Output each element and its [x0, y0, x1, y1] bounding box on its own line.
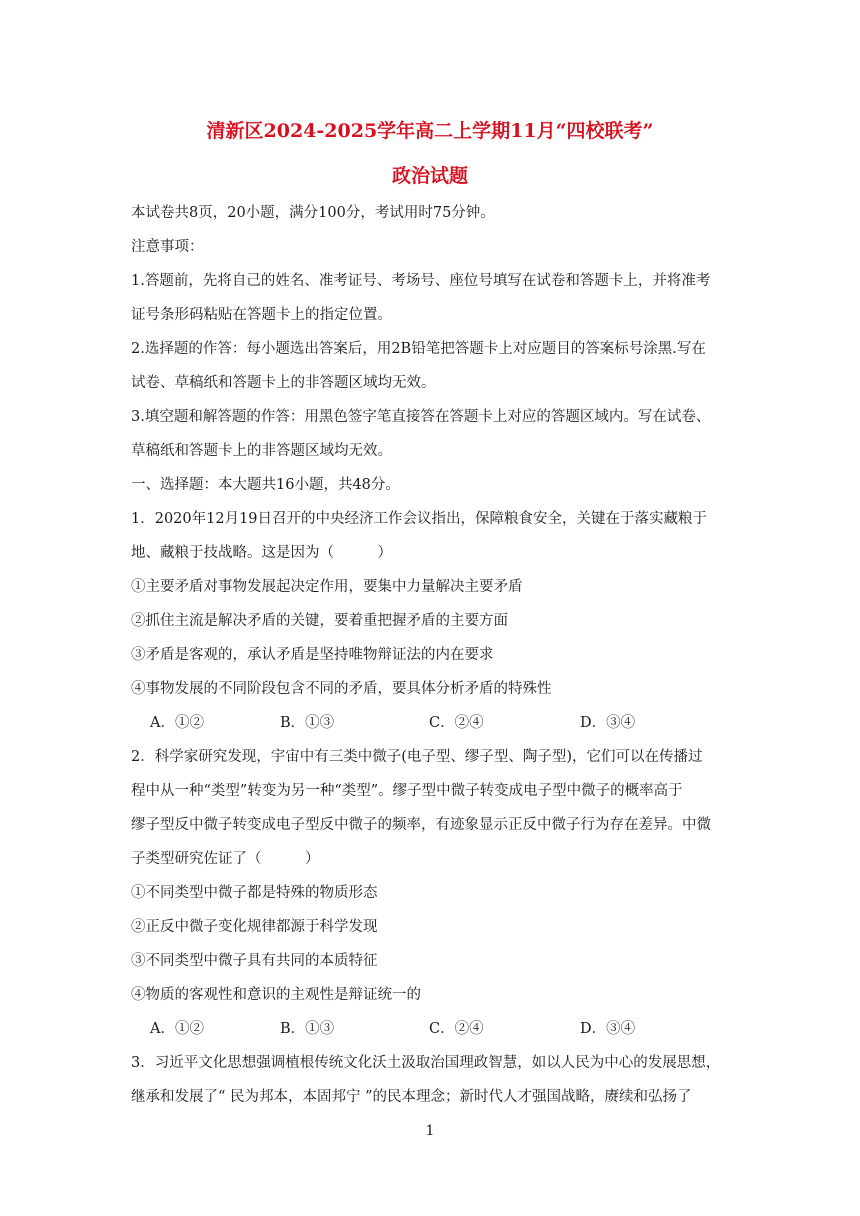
notice-line: 草稿纸和答题卡上的非答题区域均无效。	[131, 443, 392, 459]
option-a: A．①②	[150, 1021, 204, 1037]
notice-line: 2.选择题的作答：每小题选出答案后，用2B铅笔把答题卡上对应题目的答案标号涂黑.写在	[131, 341, 706, 357]
notice-line: 证号条形码粘贴在答题卡上的指定位置。	[131, 307, 392, 323]
exam-body	[131, 196, 731, 1114]
option-d: D．③④	[580, 1021, 636, 1037]
option-b: B．①③	[280, 715, 335, 731]
notice-line: 试卷、草稿纸和答题卡上的非答题区域均无效。	[131, 375, 436, 391]
question-2-item: ③不同类型中微子具有共同的本质特征	[131, 953, 378, 969]
option-c: C．②④	[429, 715, 484, 731]
option-b: B．①③	[280, 1021, 335, 1037]
question-1-item: ①主要矛盾对事物发展起决定作用，要集中力量解决主要矛盾	[131, 579, 523, 595]
question-1-item: ②抓住主流是解决矛盾的关键，要着重把握矛盾的主要方面	[131, 613, 508, 629]
question-2-stem: 程中从一种“类型”转变为另一种“类型”。缪子型中微子转变成电子型中微子的概率高于	[131, 783, 683, 799]
exam-subtitle: 政治试题	[391, 165, 468, 187]
page-number: 1	[425, 1123, 435, 1139]
question-1-options	[131, 706, 731, 740]
option-d: D．③④	[580, 715, 636, 731]
question-2-options	[131, 1012, 731, 1046]
notice-line: 1.答题前，先将自己的姓名、准考证号、考场号、座位号填写在试卷和答题卡上，并将准考	[131, 273, 711, 289]
intro-text: 本试卷共8页，20小题，满分100分，考试用时75分钟。	[131, 205, 495, 221]
notice-line: 3.填空题和解答题的作答：用黑色签字笔直接答在答题卡上对应的答题区域内。写在试卷、	[131, 409, 711, 425]
question-1-stem: 1．2020年12月19日召开的中央经济工作会议指出，保障粮食安全，关键在于落实藏粮于	[131, 511, 708, 527]
question-1-item: ③矛盾是客观的，承认矛盾是坚持唯物辩证法的内在要求	[131, 647, 494, 663]
question-3-stem: 3．习近平文化思想强调植根传统文化沃土汲取治国理政智慧，如以人民为中心的发展思想，	[131, 1055, 721, 1071]
notice-heading: 注意事项：	[131, 239, 204, 255]
question-1-stem: 地、藏粮于技战略。这是因为（ ）	[131, 545, 392, 561]
section-heading: 一、选择题：本大题共16小题，共48分。	[131, 477, 400, 493]
option-c: C．②④	[429, 1021, 484, 1037]
option-a: A．①②	[150, 715, 204, 731]
question-2-item: ①不同类型中微子都是特殊的物质形态	[131, 885, 378, 901]
question-2-stem: 2．科学家研究发现，宇宙中有三类中微子(电子型、缪子型、陶子型)，它们可以在传播过	[131, 749, 703, 765]
question-1-item: ④事物发展的不同阶段包含不同的矛盾，要具体分析矛盾的特殊性	[131, 681, 552, 697]
question-2-item: ④物质的客观性和意识的主观性是辩证统一的	[131, 987, 421, 1003]
question-3-stem: 继承和发展了“ 民为邦本，本固邦宁 ”的民本理念；新时代人才强国战略，赓续和弘扬了	[131, 1089, 692, 1105]
question-2-stem: 缪子型反中微子转变成电子型反中微子的频率，有迹象显示正反中微子行为存在差异。中微	[131, 817, 711, 833]
question-2-stem: 子类型研究佐证了（ ）	[131, 851, 320, 867]
exam-title: 清新区2024-2025学年高二上学期11月“四校联考”	[206, 120, 654, 142]
question-2-item: ②正反中微子变化规律都源于科学发现	[131, 919, 378, 935]
